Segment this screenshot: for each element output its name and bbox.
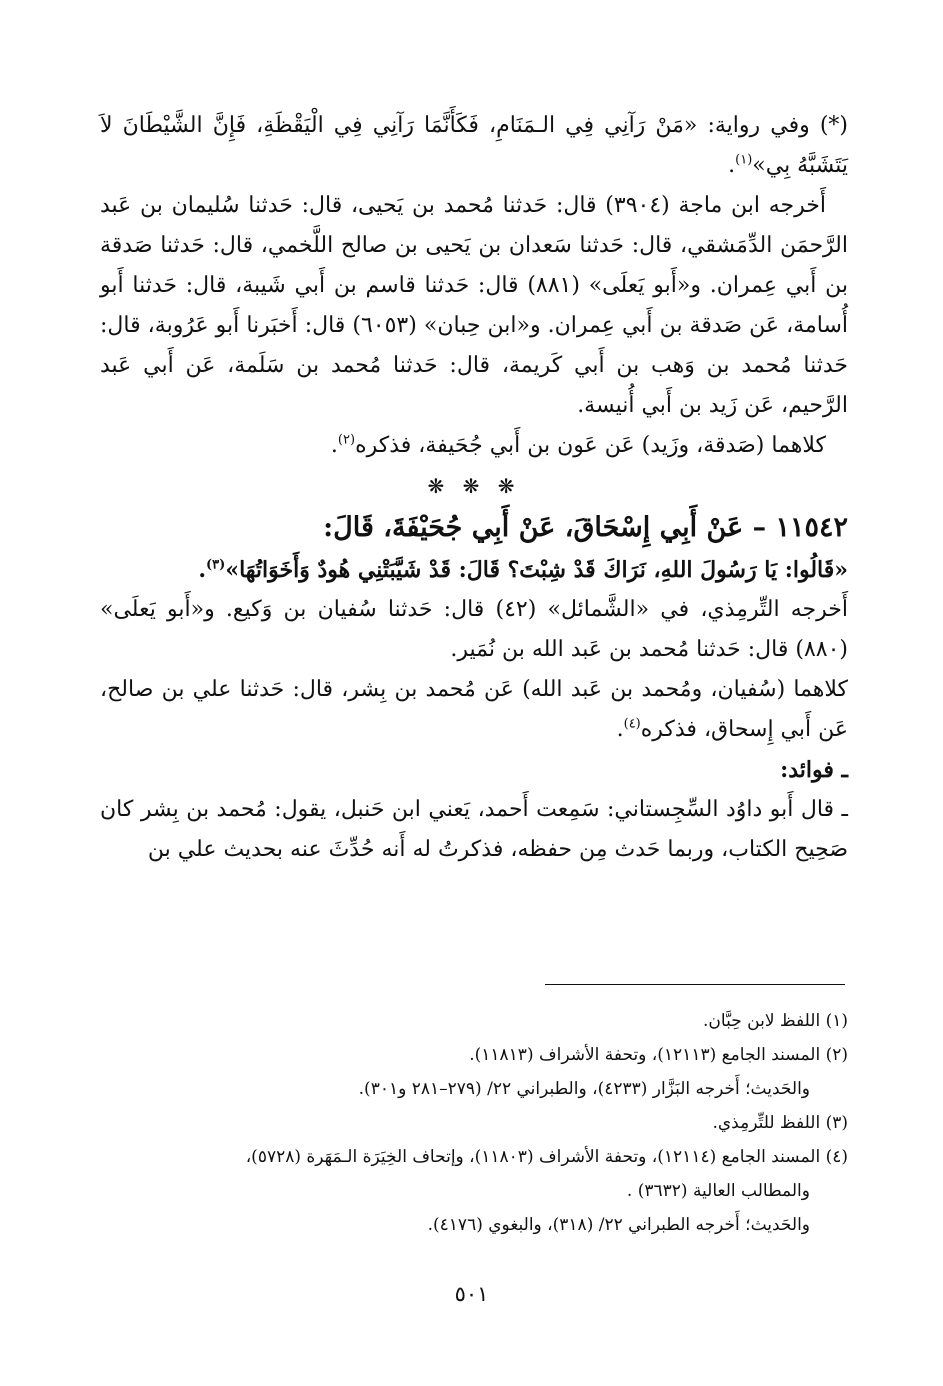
fawaid-paragraph: ـ قال أَبو داوُد السِّجِستاني: سَمِعت أَحمد، يَعني ابن حَنبل، يقول: مُحمد بن بِشر كان صَحِيح الكتاب، وربما حَدث مِن حفظه، فذكرتُ له أَنه حُدِّثَ عنه بحديث علي بن	[100, 797, 848, 862]
variant-narration-paragraph: (*) وفي رواية: «مَنْ رَآنِي فِي الـمَنَامِ، فَكَأَنَّمَا رَآنِي فِي الْيَقْظَةِ، فَإِنَّ الشَّيْطَانَ لاَ يَتَشَبَّهُ بِي»$^{(١)}$.	[100, 113, 848, 178]
footnote-ref-1: (١)	[735, 152, 753, 168]
takhrij-paragraph-1: أَخرجه ابن ماجة (٣٩٠٤) قال: حَدثنا مُحمد بن يَحيى، قال: حَدثنا سُليمان بن عَبد الرَّحمَن الدِّمَشقي، قال: حَدثنا سَعدان بن يَحيى بن صالح اللَّخمي، قال: حَدثنا صَدقة بن أَبي عِمران. و«أَبو يَعلَى» (٨٨١) قال: حَدثنا قاسم بن أَبي شَيبة، قال: حَدثنا أَبو أُسامة، عَن صَدقة بن أَبي عِمران. و«ابن حِبان» (٦٠٥٣) قال: أَخبَرنا أَبو عَرُوبة، قال: حَدثنا مُحمد بن وَهب بن أَبي كَريمة، قال: حَدثنا مُحمد بن سَلَمة، عَن أَبي عَبد الرَّحيم، عَن زَيد بن أَبي أُنيسة.	[100, 193, 848, 418]
footnote-ref-3: (٣)	[206, 557, 226, 573]
section-separator: ❋ ❋ ❋	[427, 474, 521, 498]
both-narrators-paragraph-1: كلاهما (صَدقة، وزَيد) عَن عَون بن أَبي جُحَيفة، فذكره$^{(٢)}$.	[330, 432, 826, 458]
footnotes	[100, 1004, 848, 1242]
takhrij-paragraph-2: أَخرجه التِّرمِذي، في «الشَّمائل» (٤٢) قال: حَدثنا سُفيان بن وَكيع. و«أَبو يَعلَى» (٨٨٠) قال: حَدثنا مُحمد بن عَبد الله بن نُمَير.	[100, 597, 849, 662]
footnote-1: (١) اللفظ لابن حِبَّان.	[703, 1011, 848, 1031]
footnote-4: (٤) المسند الجامع (١٢١١٤)، وتحفة الأشراف (١١٨٠٣)، وإتحاف الخِيَرَة الـمَهَرة (٥٧٢٨)،	[245, 1147, 848, 1167]
both-narrators-paragraph-2: كلاهما (سُفيان، ومُحمد بن عَبد الله) عَن مُحمد بن بِشر، قال: حَدثنا علي بن صالح، عَن أَبي إِسحاق، فذكره$^{(٤)}$.	[100, 677, 848, 742]
footnote-divider	[545, 984, 845, 985]
footnote-4-detail: والحَديث؛ أَخرجه الطبراني ٢٢/ (٣١٨)، والبغوي (٤١٧٦).	[427, 1215, 810, 1235]
footnote-3: (٣) اللفظ للتِّرمِذي.	[712, 1113, 848, 1133]
footnote-ref-2: (٢)	[337, 432, 356, 448]
main-text	[100, 106, 848, 870]
page-number: ٥٠١	[454, 1282, 489, 1306]
footnote-2: (٢) المسند الجامع (١٢١١٣)، وتحفة الأشراف (١١٨١٣).	[469, 1045, 848, 1065]
hadith-heading: ١١٥٤٢ – عَنْ أَبِي إِسْحَاقَ، عَنْ أَبِي جُحَيْفَةَ، قَالَ:	[323, 512, 848, 543]
hadith-text: «قَالُوا: يَا رَسُولَ اللهِ، نَرَاكَ قَدْ شِبْتَ؟ قَالَ: قَدْ شَيَّبَتْنِي هُودٌ وَأَخَوَاتُهَا»$^{(٣)}$.	[198, 557, 848, 583]
footnote-ref-4: (٤)	[623, 716, 641, 732]
footnote-4-continuation: والمطالب العالية (٣٦٣٢) .	[626, 1181, 810, 1201]
fawaid-heading: ـ فوائد:	[780, 757, 848, 783]
footnote-2-detail: والحَديث؛ أَخرجه البَزَّار (٤٢٣٣)، والطبراني ٢٢/ (٢٧٩–٢٨١ و٣٠١).	[358, 1079, 810, 1099]
